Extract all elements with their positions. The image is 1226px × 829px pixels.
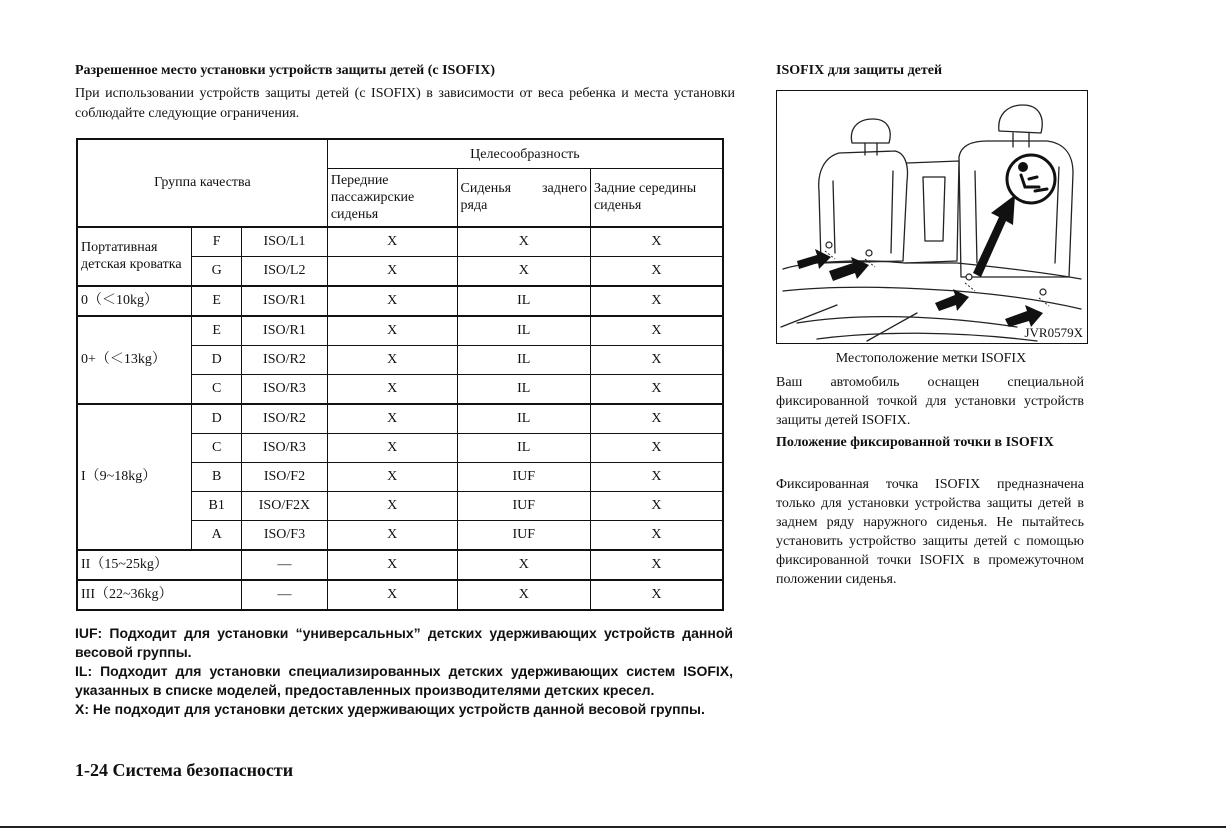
intro-paragraph: При использовании устройств защиты детей (с ISOFIX) в зависимости от веса ребенка и места установки соблюдайте следующие ограничения. bbox=[75, 86, 735, 121]
iso-fixture: ISO/R2 bbox=[242, 345, 328, 374]
middle-value: X bbox=[590, 520, 723, 550]
bottom-rule bbox=[0, 826, 1226, 828]
legend-il: IL: Подходит для установки специализированных детских удерживающих систем ISOFIX, указанных в списке моделей, предоставленных производителями детских кресел. bbox=[75, 663, 733, 698]
front-value: X bbox=[327, 286, 457, 316]
header-suitability: Целесообразность bbox=[327, 139, 723, 169]
rear-value: IL bbox=[457, 404, 590, 434]
front-value: X bbox=[327, 520, 457, 550]
table-row bbox=[77, 404, 723, 434]
rear-value: IL bbox=[457, 316, 590, 346]
rear-seat-illustration bbox=[777, 91, 1087, 342]
header-rear-seats: Сиденья заднего ряда bbox=[457, 169, 590, 227]
iso-fixture: ISO/L2 bbox=[242, 256, 328, 286]
table-row bbox=[77, 316, 723, 346]
rear-value: IUF bbox=[457, 491, 590, 520]
group-0-plus: 0+（＜13kg） bbox=[77, 316, 192, 404]
middle-value: X bbox=[590, 462, 723, 491]
isofix-heading: ISOFIX для защиты детей bbox=[776, 63, 943, 78]
rear-value: X bbox=[457, 227, 590, 257]
size-class: B1 bbox=[192, 491, 242, 520]
page-footer: 1-24 Система безопасности bbox=[75, 760, 294, 780]
rear-value: X bbox=[457, 256, 590, 286]
table-legend bbox=[75, 624, 733, 719]
middle-value: X bbox=[590, 550, 723, 580]
iso-fixture: ISO/R3 bbox=[242, 374, 328, 404]
iso-fixture: ISO/R2 bbox=[242, 404, 328, 434]
table-row bbox=[77, 550, 723, 580]
left-column bbox=[75, 62, 735, 124]
middle-value: X bbox=[590, 316, 723, 346]
middle-value: X bbox=[590, 345, 723, 374]
figure-caption: Местоположение метки ISOFIX bbox=[835, 351, 1027, 366]
iso-fixture: — bbox=[242, 580, 328, 610]
front-value: X bbox=[327, 550, 457, 580]
front-value: X bbox=[327, 491, 457, 520]
table-header-row bbox=[77, 139, 723, 169]
front-value: X bbox=[327, 462, 457, 491]
table-row bbox=[77, 286, 723, 316]
rear-value: X bbox=[457, 550, 590, 580]
rear-value: IL bbox=[457, 433, 590, 462]
section-heading: Разрешенное место установки устройств защиты детей (с ISOFIX) bbox=[75, 63, 496, 78]
front-value: X bbox=[327, 374, 457, 404]
group-1: I（9~18kg） bbox=[77, 404, 192, 550]
isofix-paragraph-2: Фиксированная точка ISOFIX предназначена только для установки устройства защиты детей в заднем ряду наружного сиденья. Не пытайтесь установить устройство защиты детей с помощью фиксированной точки ISOFIX в промежуточном положении сиденья. bbox=[776, 477, 1084, 587]
figure-code: JVR0579X bbox=[1024, 325, 1083, 340]
header-quality-group: Группа качества bbox=[77, 139, 327, 227]
group-0: 0（＜10kg） bbox=[77, 286, 192, 316]
rear-value: X bbox=[457, 580, 590, 610]
middle-value: X bbox=[590, 374, 723, 404]
iso-fixture: ISO/F3 bbox=[242, 520, 328, 550]
size-class: E bbox=[192, 316, 242, 346]
size-class: D bbox=[192, 404, 242, 434]
front-value: X bbox=[327, 404, 457, 434]
iso-fixture: ISO/F2X bbox=[242, 491, 328, 520]
table-row bbox=[77, 580, 723, 610]
size-class: C bbox=[192, 374, 242, 404]
isofix-figure bbox=[776, 90, 1088, 344]
group-2: II（15~25kg） bbox=[77, 550, 242, 580]
isofix-suitability-table bbox=[76, 138, 724, 611]
rear-value: IUF bbox=[457, 462, 590, 491]
front-value: X bbox=[327, 345, 457, 374]
iso-fixture: ISO/L1 bbox=[242, 227, 328, 257]
size-class: B bbox=[192, 462, 242, 491]
size-class: F bbox=[192, 227, 242, 257]
iso-fixture: — bbox=[242, 550, 328, 580]
anchor-position-heading: Положение фиксированной точки в ISOFIX bbox=[776, 435, 1054, 450]
iso-fixture: ISO/R3 bbox=[242, 433, 328, 462]
group-3: III（22~36kg） bbox=[77, 580, 242, 610]
size-class: D bbox=[192, 345, 242, 374]
right-column bbox=[776, 62, 1086, 80]
size-class: C bbox=[192, 433, 242, 462]
header-front-seats: Передние пассажирские сиденья bbox=[327, 169, 457, 227]
middle-value: X bbox=[590, 433, 723, 462]
middle-value: X bbox=[590, 404, 723, 434]
front-value: X bbox=[327, 316, 457, 346]
rear-value: IL bbox=[457, 286, 590, 316]
middle-value: X bbox=[590, 286, 723, 316]
iso-fixture: ISO/F2 bbox=[242, 462, 328, 491]
legend-x: X: Не подходит для установки детских удерживающих устройств данной весовой группы. bbox=[75, 701, 705, 717]
front-value: X bbox=[327, 256, 457, 286]
iso-fixture: ISO/R1 bbox=[242, 286, 328, 316]
middle-value: X bbox=[590, 580, 723, 610]
middle-value: X bbox=[590, 256, 723, 286]
size-class: G bbox=[192, 256, 242, 286]
iso-fixture: ISO/R1 bbox=[242, 316, 328, 346]
isofix-paragraph-1: Ваш автомобиль оснащен специальной фиксированной точкой для установки устройств защиты детей ISOFIX. bbox=[776, 375, 1084, 428]
middle-value: X bbox=[590, 491, 723, 520]
front-value: X bbox=[327, 580, 457, 610]
table-row bbox=[77, 227, 723, 257]
middle-value: X bbox=[590, 227, 723, 257]
legend-iuf: IUF: Подходит для установки “универсальных” детских удерживающих устройств данной весовой группы. bbox=[75, 625, 733, 660]
rear-value: IL bbox=[457, 374, 590, 404]
front-value: X bbox=[327, 227, 457, 257]
rear-value: IL bbox=[457, 345, 590, 374]
header-rear-middle: Задние середины сиденья bbox=[590, 169, 723, 227]
front-value: X bbox=[327, 433, 457, 462]
group-portable-cot: Портативная детская кроватка bbox=[77, 227, 192, 286]
size-class: E bbox=[192, 286, 242, 316]
size-class: A bbox=[192, 520, 242, 550]
rear-value: IUF bbox=[457, 520, 590, 550]
